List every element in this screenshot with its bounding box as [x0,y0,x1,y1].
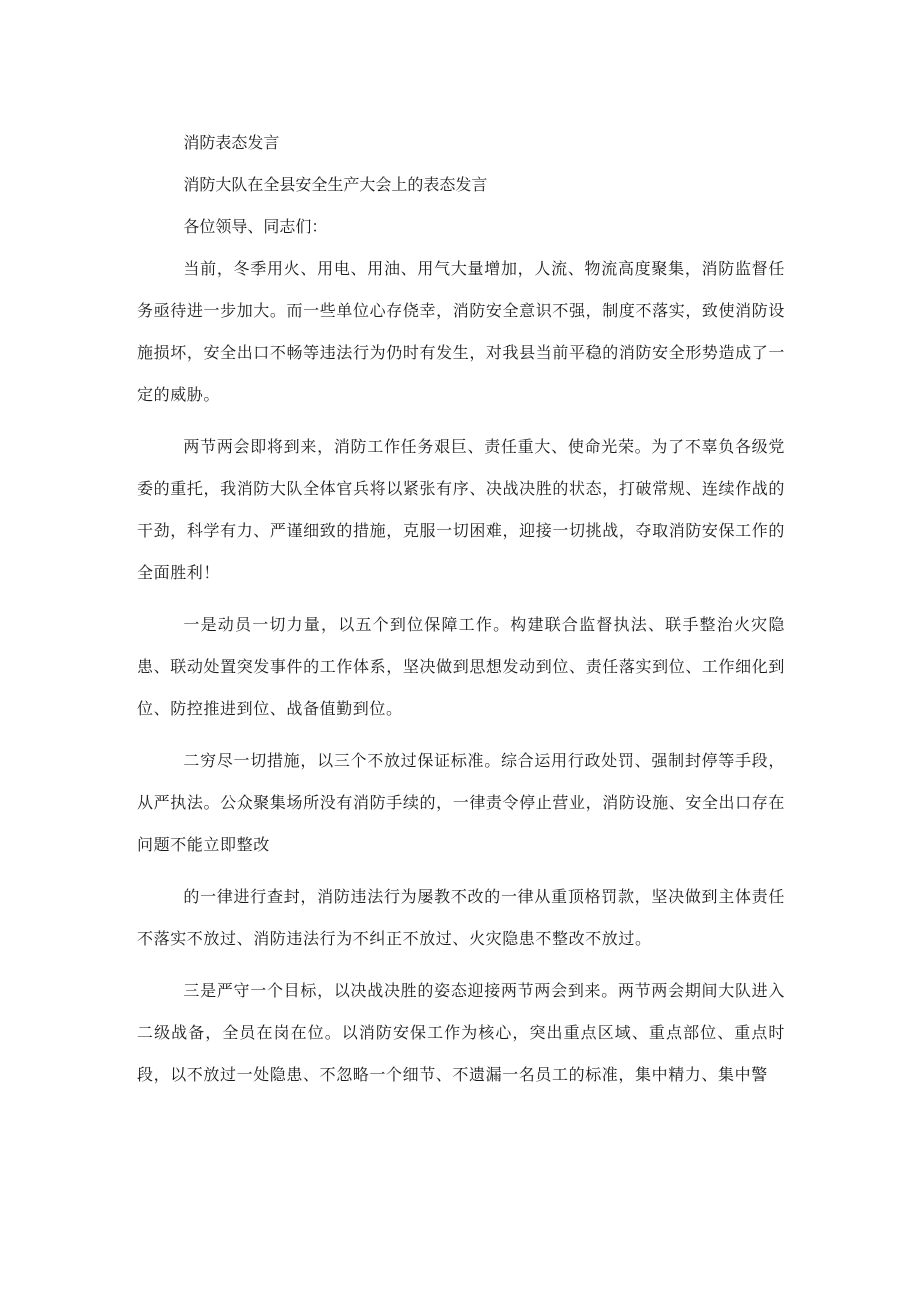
salutation: 各位领导、同志们： [183,217,328,236]
document-body [137,122,785,1096]
paragraph-measure-two: 二穷尽一切措施，以三个不放过保证标准。综合运用行政处罚、强制封停等手段，从严执法。公众聚集场所没有消防手续的，一律责令停止营业，消防设施、安全出口存在问题不能立即整改 [137,751,785,854]
document-subtitle: 消防大队在全县安全生产大会上的表态发言 [183,175,488,194]
paragraph-commitment: 两节两会即将到来，消防工作任务艰巨、责任重大、使命光荣。为了不辜负各级党委的重托，我消防大队全体官兵将以紧张有序、决战决胜的状态，打破常规、连续作战的干劲，科学有力、严谨细致的措施，克服一切困难，迎接一切挑战，夺取消防安保工作的全面胜利！ [137,437,785,582]
paragraph-situation: 当前，冬季用火、用电、用油、用气大量增加，人流、物流高度聚集，消防监督任务亟待进一步加大。而一些单位心存侥幸，消防安全意识不强，制度不落实，致使消防设施损坏，安全出口不畅等违法行为仍时有发生，对我县当前平稳的消防安全形势造成了一定的威胁。 [137,259,785,404]
paragraph-measure-one: 一是动员一切力量，以五个到位保障工作。构建联合监督执法、联手整治火灾隐患、联动处置突发事件的工作体系，坚决做到思想发动到位、责任落实到位、工作细化到位、防控推进到位、战备值勤到位。 [137,615,785,718]
paragraph-measure-two-continued: 的一律进行查封，消防违法行为屡教不改的一律从重顶格罚款，坚决做到主体责任不落实不放过、消防违法行为不纠正不放过、火灾隐患不整改不放过。 [137,887,785,948]
document-title: 消防表态发言 [183,133,280,152]
paragraph-measure-three: 三是严守一个目标，以决战决胜的姿态迎接两节两会到来。两节两会期间大队进入二级战备，全员在岗在位。以消防安保工作为核心，突出重点区域、重点部位、重点时段，以不放过一处隐患、不忽略一个细节、不遗漏一名员工的标准，集中精力、集中警 [137,981,785,1084]
